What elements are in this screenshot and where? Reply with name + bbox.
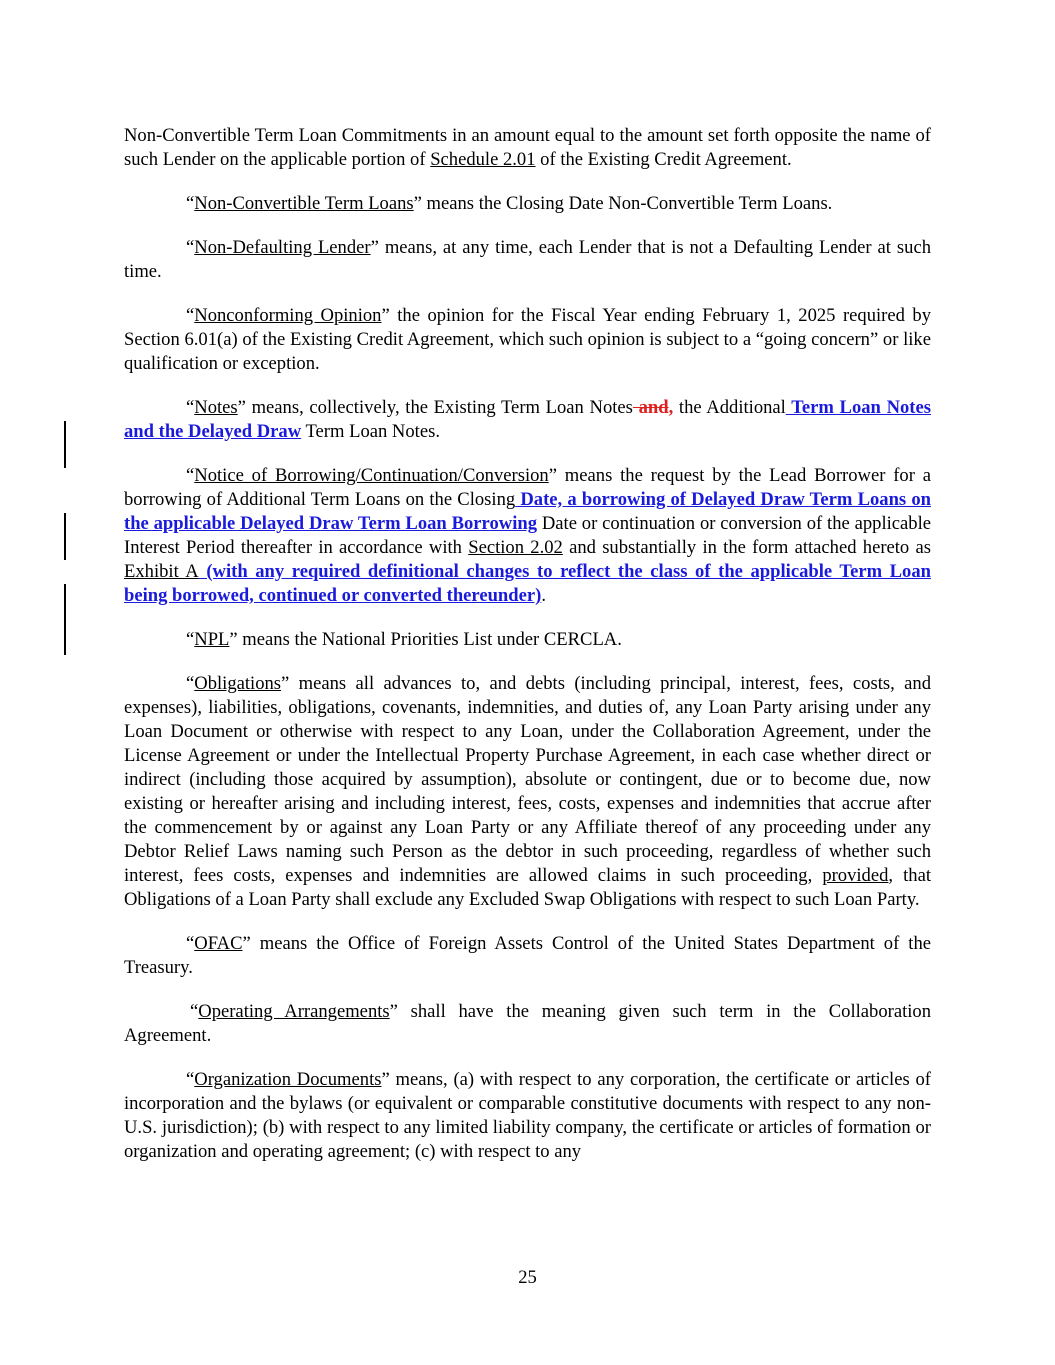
definition-text: ” means the request by the Lead Borrower for a borrowing of Additional Term Loans on the Closing <box>124 465 931 510</box>
section-reference: Section 2.02 <box>468 537 563 558</box>
document-page <box>124 124 931 1184</box>
definition-text: ” means, at any time, each Lender that is not a Defaulting Lender at such time. <box>124 237 932 282</box>
inserted-text: Term Loan Notes and the Delayed Draw <box>124 397 931 442</box>
definition-text: Term Loan Notes. <box>301 421 440 442</box>
defined-term: Organization Documents <box>194 1069 382 1090</box>
definition-notes: “Notes” means, collectively, the Existing Term Loan Notes and, the Additional Term Loan Notes and the Delayed Draw Term Loan Notes. <box>124 397 931 442</box>
defined-term: NPL <box>194 629 230 650</box>
change-bar-notes <box>64 421 66 468</box>
defined-term: Non-Convertible Term Loans <box>194 193 414 214</box>
definition-text: ” means all advances to, and debts (including principal, interest, fees, costs, and expenses), liabilities, obligations, covenants, indemnities, and duties of, any Loan Party arising under any Loan Document or otherwise with respect to any Loan, under the Collaboration Agreement, under the License Agreement or under the Intellectual Property Purchase Agreement, in each case whether direct or indirect (including those acquired by assumption), absolute or contingent, due or to become due, now existing or hereafter arising and including interest, fees, costs, expenses and indemnities that accrue after the commencement by or against any Loan Party or any Affiliate thereof of any proceeding under any Debtor Relief Laws naming such Person as the debtor in such proceeding, regardless of whether such interest, fees costs, expenses and indemnities are allowed claims in such proceeding, <box>124 673 931 886</box>
definition-text: ” means the Office of Foreign Assets Control of the United States Department of the Treasury. <box>124 933 931 978</box>
definition-text: ” means, (a) with respect to any corporation, the certificate or articles of incorporation and the bylaws (or equivalent or comparable constitutive documents with respect to any non-U.S. jurisdiction); (b) with respect to any limited liability company, the certificate or articles of formation or organization and operating agreement; (c) with respect to any <box>124 1069 931 1162</box>
definition-text: ” means, collectively, the Existing Term Loan Notes <box>237 397 633 418</box>
provided-term: provided <box>822 865 889 886</box>
intro-text: Non-Convertible Term Loan Commitments in an amount equal to the amount set forth opposite the name of such Lender on the applicable portion of <box>124 125 931 170</box>
defined-term: Nonconforming Opinion <box>194 305 382 326</box>
definition-text: ” means the Closing Date Non-Convertible Term Loans. <box>413 193 833 214</box>
change-bar-notice-1 <box>64 513 66 560</box>
definition-text: ” shall have the meaning given such term in the Collaboration Agreement. <box>124 1001 931 1046</box>
definition-text: Date or continuation or conversion of the applicable Interest Period thereafter in accordance with <box>124 513 931 558</box>
definition-operating-arrangements: “Operating Arrangements” shall have the meaning given such term in the Collaboration Agreement. <box>124 1001 931 1046</box>
paragraph-intro <box>124 124 931 172</box>
definition-ofac: “OFAC” means the Office of Foreign Assets Control of the United States Department of the Treasury. <box>124 933 931 978</box>
defined-term: Operating Arrangements <box>198 1001 390 1022</box>
definition-text: and substantially in the form attached hereto as <box>562 537 931 558</box>
definition-text: ” means the National Priorities List under CERCLA. <box>229 629 622 650</box>
definition-notice-of-borrowing: “Notice of Borrowing/Continuation/Conversion” means the request by the Lead Borrower for a borrowing of Additional Term Loans on the Closing Date, a borrowing of Delayed Draw Term Loans on the applicable Delayed Draw Term Loan Borrowing Date or continuation or conversion of the applicable Interest Period thereafter in accordance with Section 2.02 and substantially in the form attached hereto as Exhibit A (with any required definitional changes to reflect the class of the applicable Term Loan being borrowed, continued or converted thereunder). <box>124 465 931 606</box>
schedule-reference: Schedule 2.01 <box>430 149 536 170</box>
definition-text: , that Obligations of a Loan Party shall exclude any Excluded Swap Obligations with respect to such Loan Party. <box>124 865 931 910</box>
definition-non-defaulting-lender: “Non-Defaulting Lender” means, at any time, each Lender that is not a Defaulting Lender at such time. <box>124 237 932 282</box>
defined-term: Non-Defaulting Lender <box>194 237 371 258</box>
deleted-text: and <box>632 397 669 418</box>
inserted-text: Date, a borrowing of Delayed Draw Term Loans on the applicable Delayed Draw Term Loan Borrowing <box>124 489 931 534</box>
inserted-comma: , <box>668 397 674 418</box>
definition-npl: “NPL” means the National Priorities List under CERCLA. <box>186 629 622 650</box>
definition-obligations: “Obligations” means all advances to, and debts (including principal, interest, fees, costs, and expenses), liabilities, obligations, covenants, indemnities, and duties of, any Loan Party arising under any Loan Document or otherwise with respect to any Loan, under the Collaboration Agreement, under the License Agreement or under the Intellectual Property Purchase Agreement, in each case whether direct or indirect (including those acquired by assumption), absolute or contingent, due or to become due, now existing or hereafter arising and including interest, fees, costs, expenses and indemnities that accrue after the commencement by or against any Loan Party or any Affiliate thereof of any proceeding under any Debtor Relief Laws naming such Person as the debtor in such proceeding, regardless of whether such interest, fees costs, expenses and indemnities are allowed claims in such proceeding, provided, that Obligations of a Loan Party shall exclude any Excluded Swap Obligations with respect to such Loan Party. <box>124 673 931 910</box>
page-number: 25 <box>518 1267 537 1288</box>
inserted-text: (with any required definitional changes to reflect the class of the applicable Term Loan being borrowed, continued or converted thereunder) <box>124 561 931 606</box>
defined-term: Obligations <box>194 673 282 694</box>
definition-nonconforming-opinion: “Nonconforming Opinion” the opinion for the Fiscal Year ending February 1, 2025 required by Section 6.01(a) of the Existing Credit Agreement, which such opinion is subject to a “going concern” or like qualification or exception. <box>124 305 931 374</box>
definition-text: the Additional <box>673 397 786 418</box>
definition-non-convertible-term-loans: “Non-Convertible Term Loans” means the Closing Date Non-Convertible Term Loans. <box>186 193 833 214</box>
defined-term: Notes <box>194 397 238 418</box>
definition-text: ” the opinion for the Fiscal Year ending February 1, 2025 required by Section 6.01(a) of the Existing Credit Agreement, which such opinion is subject to a “going concern” or like qualification or exception. <box>124 305 931 374</box>
exhibit-reference: Exhibit A <box>124 561 199 582</box>
change-bar-notice-2 <box>64 584 66 655</box>
defined-term: Notice of Borrowing/Continuation/Conversion <box>194 465 549 486</box>
intro-text-end: of the Existing Credit Agreement. <box>535 149 792 170</box>
defined-term: OFAC <box>194 933 243 954</box>
definition-organization-documents: “Organization Documents” means, (a) with respect to any corporation, the certificate or articles of incorporation and the bylaws (or equivalent or comparable constitutive documents with respect to any non-U.S. jurisdiction); (b) with respect to any limited liability company, the certificate or articles of formation or organization and operating agreement; (c) with respect to any <box>124 1069 931 1162</box>
